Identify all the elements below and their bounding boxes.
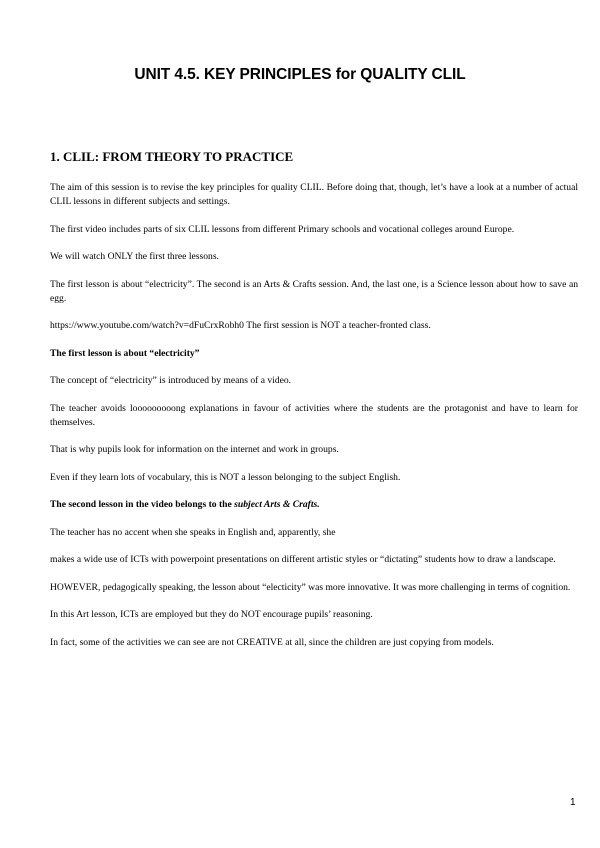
paragraph: HOWEVER, pedagogically speaking, the lesson about “electicity” was more innovative. It was more challenging in terms of cognition. <box>50 581 571 593</box>
paragraph: The first video includes parts of six CLIL lessons from different Primary schools and vocational colleges around Europe. <box>50 223 515 235</box>
paragraph: The first lesson is about “electricity”. The second is an Arts & Crafts session. And, the last one, is a Science lesson about how to save an egg. <box>50 278 578 304</box>
section-heading: 1. CLIL: FROM THEORY TO PRACTICE <box>50 149 294 164</box>
paragraph: The teacher has no accent when she speaks in English and, apparently, she <box>50 526 336 538</box>
paragraph: We will watch ONLY the first three lessons. <box>50 251 219 262</box>
paragraph: The teacher avoids looooooooong explanations in favour of activities where the students are the protagonist and have to learn for themselves. <box>50 402 578 428</box>
paragraph: makes a wide use of ICTs with powerpoint presentations on different artistic styles or “dictating” students how to draw a landscape. <box>50 554 556 565</box>
paragraph: The aim of this session is to revise the key principles for quality CLIL. Before doing that, though, let’s have a look at a number of actual CLIL lessons in different subjects and settings. <box>50 182 578 207</box>
subheading-text: The second lesson in the video belongs to the <box>50 499 235 510</box>
document-title: UNIT 4.5. KEY PRINCIPLES for QUALITY CLIL <box>134 66 466 83</box>
subheading-italic-text: subject Arts & Crafts. <box>234 499 320 510</box>
paragraph: In this Art lesson, ICTs are employed but they do NOT encourage pupils’ reasoning. <box>50 609 373 620</box>
paragraph: In fact, some of the activities we can see are not CREATIVE at all, since the children are just copying from models. <box>50 636 494 648</box>
paragraph-with-link: https://www.youtube.com/watch?v=dFuCrxRobh0 The first session is NOT a teacher-fronted class. <box>50 320 431 331</box>
paragraph: That is why pupils look for information on the internet and work in groups. <box>50 444 339 455</box>
bold-subheading: The first lesson is about “electricity” <box>50 347 200 359</box>
bold-subheading <box>50 498 578 512</box>
document-body <box>50 181 578 663</box>
paragraph: Even if they learn lots of vocabulary, this is NOT a lesson belonging to the subject English. <box>50 471 401 483</box>
paragraph: The concept of “electricity” is introduced by means of a video. <box>50 375 292 386</box>
page-number: 1 <box>570 797 576 808</box>
